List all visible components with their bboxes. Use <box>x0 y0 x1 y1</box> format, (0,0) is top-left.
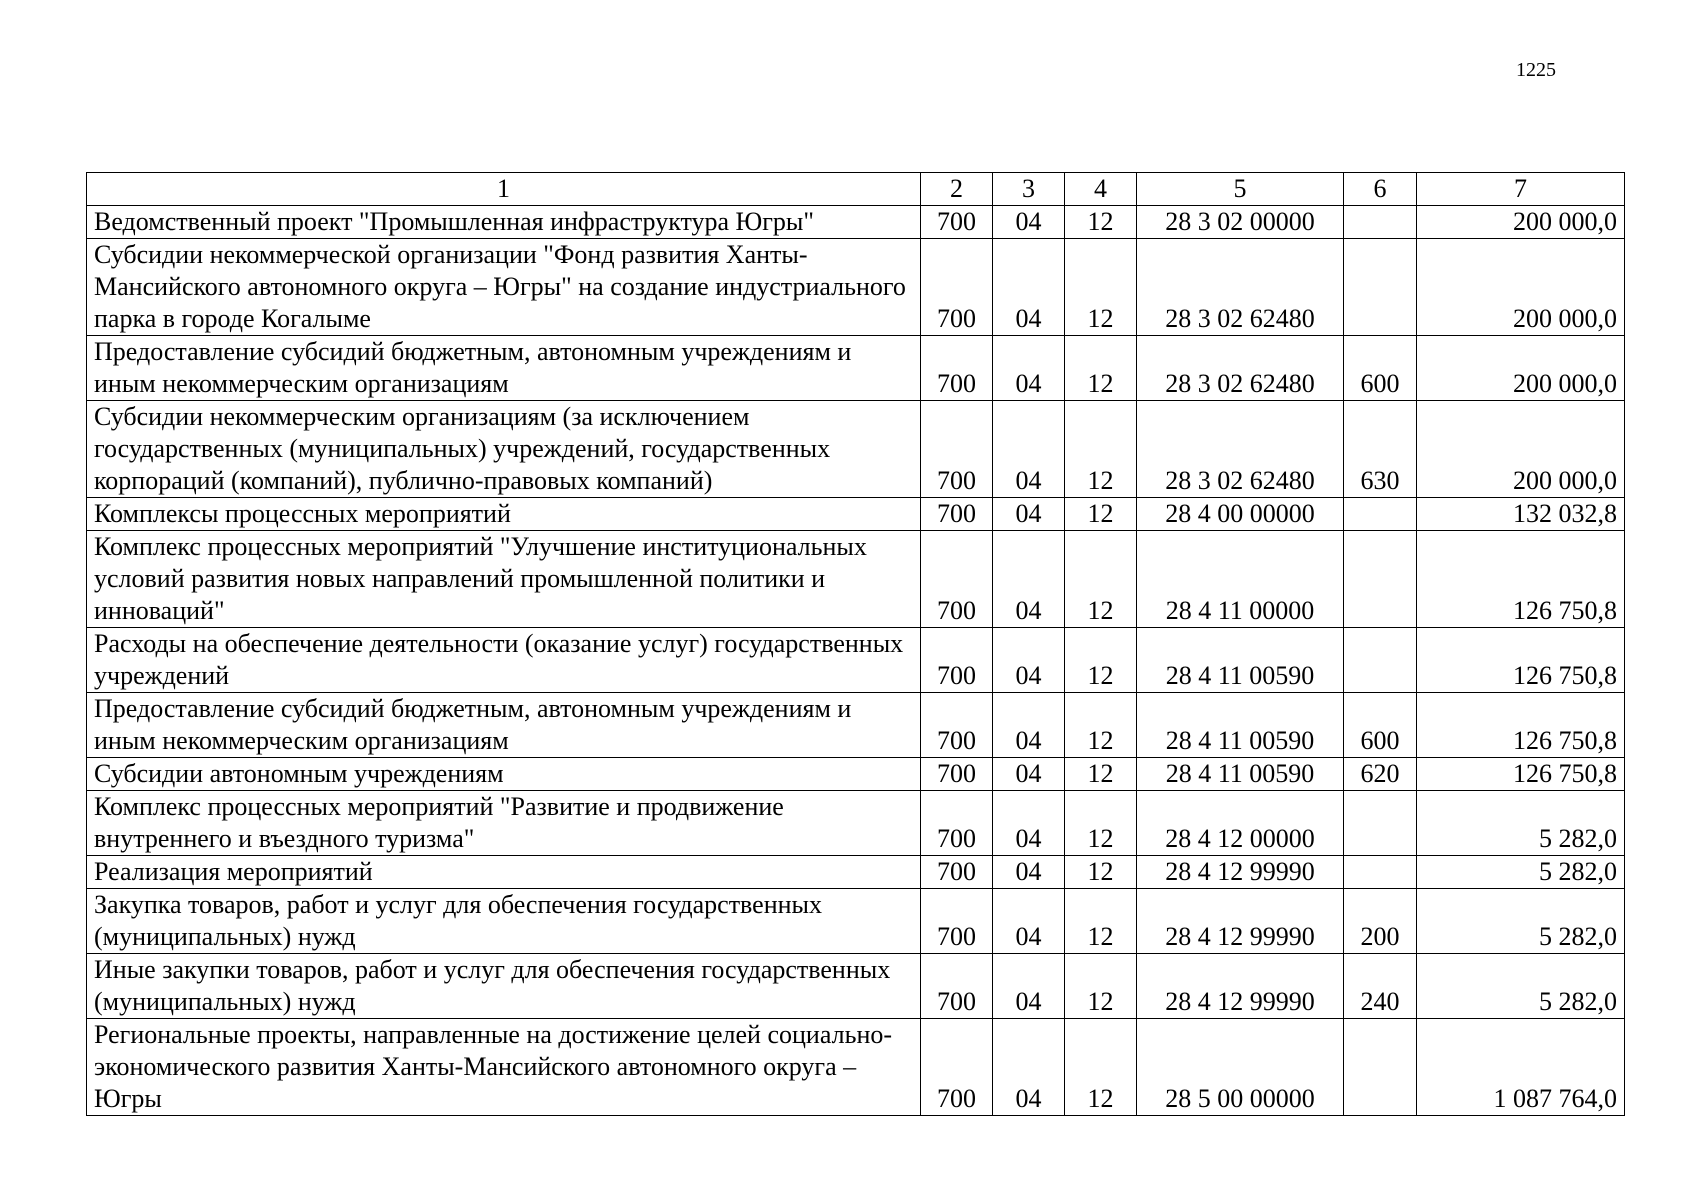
row-col-3: 04 <box>993 856 1065 889</box>
row-col-2: 700 <box>921 401 993 498</box>
row-col-3: 04 <box>993 889 1065 954</box>
row-col-4: 12 <box>1065 531 1137 628</box>
row-name: Субсидии некоммерческой организации "Фонд развития Ханты-Мансийского автономного округа – Югры" на создание индустриального парка в городе Когалыме <box>87 239 921 336</box>
row-amount: 1 087 764,0 <box>1417 1019 1625 1116</box>
row-name: Субсидии автономным учреждениям <box>87 758 921 791</box>
row-amount: 126 750,8 <box>1417 531 1625 628</box>
budget-table <box>86 172 1625 1116</box>
row-amount: 200 000,0 <box>1417 206 1625 239</box>
row-col-4: 12 <box>1065 856 1137 889</box>
row-name: Субсидии некоммерческим организациям (за исключением государственных (муниципальных) учреждений, государственных корпораций (компаний), публично-правовых компаний) <box>87 401 921 498</box>
table-row <box>87 401 1625 498</box>
row-col-6 <box>1344 856 1417 889</box>
row-amount: 5 282,0 <box>1417 856 1625 889</box>
header-cell-7: 7 <box>1417 173 1625 206</box>
row-name: Предоставление субсидий бюджетным, автономным учреждениям и иным некоммерческим организациям <box>87 693 921 758</box>
row-col-5: 28 4 12 99990 <box>1137 889 1344 954</box>
row-col-5: 28 4 11 00590 <box>1137 758 1344 791</box>
row-col-4: 12 <box>1065 628 1137 693</box>
row-amount: 126 750,8 <box>1417 758 1625 791</box>
table-row <box>87 856 1625 889</box>
row-col-5: 28 4 12 00000 <box>1137 791 1344 856</box>
row-col-6: 240 <box>1344 954 1417 1019</box>
row-col-3: 04 <box>993 954 1065 1019</box>
row-col-3: 04 <box>993 758 1065 791</box>
row-col-3: 04 <box>993 693 1065 758</box>
row-col-5: 28 4 00 00000 <box>1137 498 1344 531</box>
row-col-5: 28 5 00 00000 <box>1137 1019 1344 1116</box>
row-col-6 <box>1344 531 1417 628</box>
row-amount: 5 282,0 <box>1417 791 1625 856</box>
row-col-2: 700 <box>921 1019 993 1116</box>
row-col-5: 28 3 02 62480 <box>1137 336 1344 401</box>
row-col-4: 12 <box>1065 758 1137 791</box>
row-col-4: 12 <box>1065 336 1137 401</box>
table-row <box>87 1019 1625 1116</box>
table-row <box>87 791 1625 856</box>
table-row <box>87 693 1625 758</box>
header-cell-2: 2 <box>921 173 993 206</box>
row-col-6 <box>1344 628 1417 693</box>
row-name: Предоставление субсидий бюджетным, автономным учреждениям и иным некоммерческим организациям <box>87 336 921 401</box>
row-col-6 <box>1344 1019 1417 1116</box>
row-col-4: 12 <box>1065 206 1137 239</box>
row-col-3: 04 <box>993 239 1065 336</box>
row-col-2: 700 <box>921 239 993 336</box>
row-col-4: 12 <box>1065 954 1137 1019</box>
table-row <box>87 531 1625 628</box>
table-row <box>87 758 1625 791</box>
row-amount: 200 000,0 <box>1417 401 1625 498</box>
row-col-5: 28 3 02 62480 <box>1137 239 1344 336</box>
row-col-3: 04 <box>993 628 1065 693</box>
row-col-5: 28 3 02 62480 <box>1137 401 1344 498</box>
row-col-3: 04 <box>993 791 1065 856</box>
row-col-6 <box>1344 239 1417 336</box>
row-name: Комплексы процессных мероприятий <box>87 498 921 531</box>
row-col-5: 28 4 11 00590 <box>1137 693 1344 758</box>
row-col-3: 04 <box>993 531 1065 628</box>
row-col-4: 12 <box>1065 401 1137 498</box>
row-name: Ведомственный проект "Промышленная инфраструктура Югры" <box>87 206 921 239</box>
row-col-4: 12 <box>1065 791 1137 856</box>
row-col-2: 700 <box>921 693 993 758</box>
row-col-2: 700 <box>921 856 993 889</box>
row-col-5: 28 4 12 99990 <box>1137 954 1344 1019</box>
page-number: 1225 <box>1516 59 1556 81</box>
row-col-2: 700 <box>921 791 993 856</box>
row-amount: 5 282,0 <box>1417 889 1625 954</box>
row-col-2: 700 <box>921 498 993 531</box>
table-row <box>87 889 1625 954</box>
row-col-2: 700 <box>921 889 993 954</box>
row-name: Закупка товаров, работ и услуг для обеспечения государственных (муниципальных) нужд <box>87 889 921 954</box>
row-col-2: 700 <box>921 206 993 239</box>
row-amount: 200 000,0 <box>1417 239 1625 336</box>
row-col-5: 28 4 12 99990 <box>1137 856 1344 889</box>
header-cell-6: 6 <box>1344 173 1417 206</box>
row-col-2: 700 <box>921 531 993 628</box>
table-row <box>87 954 1625 1019</box>
table-row <box>87 336 1625 401</box>
header-cell-4: 4 <box>1065 173 1137 206</box>
row-name: Реализация мероприятий <box>87 856 921 889</box>
row-col-6: 200 <box>1344 889 1417 954</box>
header-cell-1: 1 <box>87 173 921 206</box>
table-row <box>87 498 1625 531</box>
row-col-3: 04 <box>993 498 1065 531</box>
table-row <box>87 628 1625 693</box>
row-col-6 <box>1344 206 1417 239</box>
row-col-3: 04 <box>993 206 1065 239</box>
row-col-5: 28 4 11 00590 <box>1137 628 1344 693</box>
row-col-6: 620 <box>1344 758 1417 791</box>
row-name: Расходы на обеспечение деятельности (оказание услуг) государственных учреждений <box>87 628 921 693</box>
row-col-2: 700 <box>921 758 993 791</box>
row-col-6 <box>1344 791 1417 856</box>
row-col-4: 12 <box>1065 239 1137 336</box>
row-col-5: 28 3 02 00000 <box>1137 206 1344 239</box>
row-col-4: 12 <box>1065 1019 1137 1116</box>
row-amount: 126 750,8 <box>1417 693 1625 758</box>
row-col-4: 12 <box>1065 693 1137 758</box>
row-amount: 126 750,8 <box>1417 628 1625 693</box>
row-col-3: 04 <box>993 401 1065 498</box>
row-col-5: 28 4 11 00000 <box>1137 531 1344 628</box>
row-col-6: 600 <box>1344 336 1417 401</box>
header-cell-3: 3 <box>993 173 1065 206</box>
row-amount: 200 000,0 <box>1417 336 1625 401</box>
row-amount: 5 282,0 <box>1417 954 1625 1019</box>
row-name: Иные закупки товаров, работ и услуг для обеспечения государственных (муниципальных) нужд <box>87 954 921 1019</box>
row-col-6: 600 <box>1344 693 1417 758</box>
row-col-6 <box>1344 498 1417 531</box>
header-row <box>87 173 1625 206</box>
row-col-6: 630 <box>1344 401 1417 498</box>
table-row <box>87 239 1625 336</box>
header-cell-5: 5 <box>1137 173 1344 206</box>
row-name: Комплекс процессных мероприятий "Улучшение институциональных условий развития новых направлений промышленной политики и инноваций" <box>87 531 921 628</box>
row-col-4: 12 <box>1065 889 1137 954</box>
table-row <box>87 206 1625 239</box>
row-col-3: 04 <box>993 1019 1065 1116</box>
row-name: Комплекс процессных мероприятий "Развитие и продвижение внутреннего и въездного туризма" <box>87 791 921 856</box>
row-col-2: 700 <box>921 628 993 693</box>
row-col-3: 04 <box>993 336 1065 401</box>
row-col-4: 12 <box>1065 498 1137 531</box>
row-col-2: 700 <box>921 336 993 401</box>
row-amount: 132 032,8 <box>1417 498 1625 531</box>
row-col-2: 700 <box>921 954 993 1019</box>
row-name: Региональные проекты, направленные на достижение целей социально-экономического развития Ханты-Мансийского автономного округа – Югры <box>87 1019 921 1116</box>
